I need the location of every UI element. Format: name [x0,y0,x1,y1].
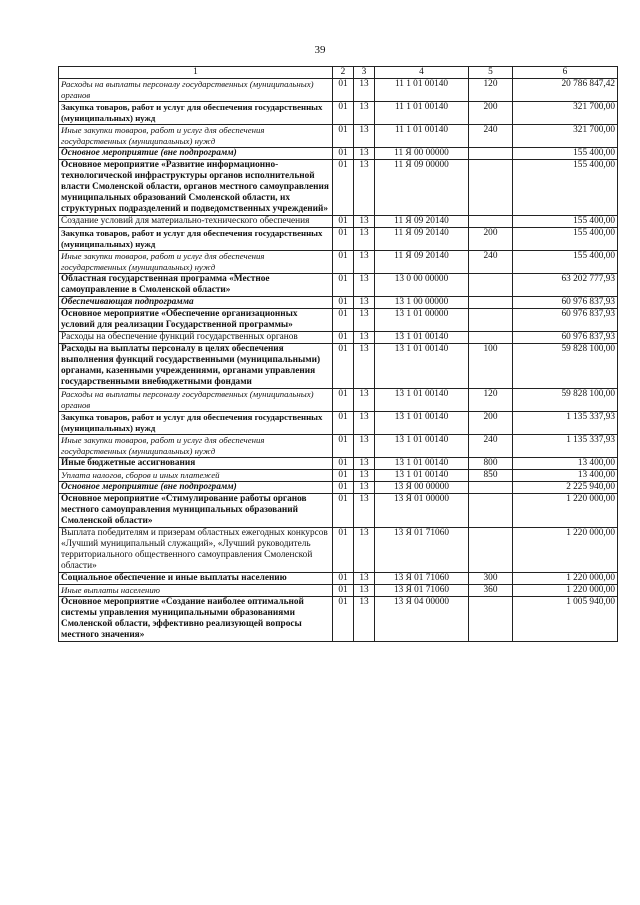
expense-type-cell [469,482,513,494]
target-article-cell: 13 1 01 00140 [375,470,469,482]
subsection-cell: 13 [354,573,375,585]
row-name-cell: Основное мероприятие (вне подпрограмм) [59,482,333,494]
target-article-cell: 11 Я 09 20140 [375,228,469,251]
target-article-cell: 13 1 01 00140 [375,332,469,344]
row-name-cell: Создание условий для материально-технического обеспечения [59,216,333,228]
row-name-cell: Расходы на выплаты персоналу в целях обеспечения выполнения функций государственными (муниципальными) органами, казенными учреждениями, органами управления государственными внебюджетными фондами [59,344,333,389]
header-col-4: 4 [375,67,469,79]
section-cell: 01 [333,297,354,309]
row-name-cell: Основное мероприятие «Стимулирование работы органов местного самоуправления муниципальных образований Смоленской области» [59,494,333,528]
table-row [59,573,618,585]
subsection-cell: 13 [354,332,375,344]
row-name-cell: Основное мероприятие «Создание наиболее оптимальной системы управления муниципальными образованиями Смоленской области, эффективно реализующей вопросы местного значения» [59,597,333,642]
section-cell: 01 [333,412,354,435]
table-row [59,228,618,251]
target-article-cell: 11 Я 00 00000 [375,148,469,160]
expense-type-cell: 300 [469,573,513,585]
header-row [59,67,618,79]
target-article-cell: 11 Я 09 00000 [375,160,469,216]
table-row [59,528,618,573]
subsection-cell: 13 [354,528,375,573]
row-name-cell: Иные выплаты населению [59,585,333,597]
amount-cell: 59 828 100,00 [513,389,618,412]
expense-type-cell [469,597,513,642]
row-name-cell: Расходы на выплаты персоналу государственных (муниципальных) органов [59,389,333,412]
header-col-5: 5 [469,67,513,79]
amount-cell: 60 976 837,93 [513,309,618,332]
row-name-cell: Обеспечивающая подпрограмма [59,297,333,309]
subsection-cell: 13 [354,297,375,309]
amount-cell: 13 400,00 [513,458,618,470]
target-article-cell: 13 Я 01 71060 [375,528,469,573]
row-name-cell: Закупка товаров, работ и услуг для обеспечения государственных (муниципальных) нужд [59,412,333,435]
row-name-cell: Иные закупки товаров, работ и услуг для обеспечения государственных (муниципальных) нужд [59,125,333,148]
amount-cell: 155 400,00 [513,251,618,274]
section-cell: 01 [333,125,354,148]
amount-cell: 321 700,00 [513,125,618,148]
section-cell: 01 [333,470,354,482]
expense-type-cell: 240 [469,251,513,274]
subsection-cell: 13 [354,412,375,435]
section-cell: 01 [333,79,354,102]
amount-cell: 13 400,00 [513,470,618,482]
expense-type-cell [469,160,513,216]
amount-cell: 155 400,00 [513,216,618,228]
subsection-cell: 13 [354,458,375,470]
target-article-cell: 13 1 00 00000 [375,297,469,309]
expense-type-cell: 800 [469,458,513,470]
section-cell: 01 [333,344,354,389]
target-article-cell: 11 1 01 00140 [375,79,469,102]
expense-type-cell [469,309,513,332]
subsection-cell: 13 [354,309,375,332]
target-article-cell: 13 1 01 00140 [375,344,469,389]
row-name-cell: Уплата налогов, сборов и иных платежей [59,470,333,482]
table-row [59,344,618,389]
table-row [59,125,618,148]
amount-cell: 1 135 337,93 [513,412,618,435]
table-row [59,332,618,344]
subsection-cell: 13 [354,79,375,102]
subsection-cell: 13 [354,251,375,274]
row-name-cell: Основное мероприятие (вне подпрограмм) [59,148,333,160]
expense-type-cell [469,216,513,228]
amount-cell: 155 400,00 [513,228,618,251]
expense-type-cell: 200 [469,102,513,125]
page-number: 39 [314,44,326,56]
row-name-cell: Иные закупки товаров, работ и услуг для обеспечения государственных (муниципальных) нужд [59,251,333,274]
subsection-cell: 13 [354,435,375,458]
expense-type-cell [469,494,513,528]
row-name-cell: Расходы на обеспечение функций государственных органов [59,332,333,344]
header-col-1: 1 [59,67,333,79]
expense-type-cell [469,528,513,573]
table-row [59,102,618,125]
subsection-cell: 13 [354,148,375,160]
expense-type-cell [469,148,513,160]
target-article-cell: 13 Я 00 00000 [375,482,469,494]
target-article-cell: 13 Я 01 00000 [375,494,469,528]
budget-table [58,66,618,642]
expense-type-cell: 360 [469,585,513,597]
target-article-cell: 13 1 01 00140 [375,458,469,470]
subsection-cell: 13 [354,470,375,482]
subsection-cell: 13 [354,228,375,251]
expense-type-cell: 120 [469,79,513,102]
table-row [59,458,618,470]
amount-cell: 155 400,00 [513,160,618,216]
subsection-cell: 13 [354,125,375,148]
table-row [59,309,618,332]
amount-cell: 1 220 000,00 [513,585,618,597]
table-row [59,597,618,642]
expense-type-cell [469,332,513,344]
table-row [59,79,618,102]
subsection-cell: 13 [354,216,375,228]
row-name-cell: Областная государственная программа «Местное самоуправление в Смоленской области» [59,274,333,297]
target-article-cell: 11 Я 09 20140 [375,216,469,228]
expense-type-cell: 120 [469,389,513,412]
section-cell: 01 [333,102,354,125]
section-cell: 01 [333,494,354,528]
amount-cell: 60 976 837,93 [513,297,618,309]
subsection-cell: 13 [354,597,375,642]
amount-cell: 155 400,00 [513,148,618,160]
target-article-cell: 11 1 01 00140 [375,125,469,148]
section-cell: 01 [333,573,354,585]
expense-type-cell [469,297,513,309]
subsection-cell: 13 [354,482,375,494]
section-cell: 01 [333,389,354,412]
table-row [59,412,618,435]
header-col-2: 2 [333,67,354,79]
table-row [59,482,618,494]
section-cell: 01 [333,274,354,297]
subsection-cell: 13 [354,344,375,389]
section-cell: 01 [333,216,354,228]
amount-cell: 1 135 337,93 [513,435,618,458]
row-name-cell: Социальное обеспечение и иные выплаты населению [59,573,333,585]
section-cell: 01 [333,482,354,494]
target-article-cell: 13 1 01 00140 [375,412,469,435]
amount-cell: 2 225 940,00 [513,482,618,494]
expense-type-cell: 200 [469,412,513,435]
expense-type-cell [469,274,513,297]
amount-cell: 63 202 777,93 [513,274,618,297]
header-col-6: 6 [513,67,618,79]
header-col-3: 3 [354,67,375,79]
subsection-cell: 13 [354,274,375,297]
table-row [59,470,618,482]
target-article-cell: 13 1 01 00140 [375,435,469,458]
row-name-cell: Основное мероприятие «Обеспечение организационных условий для реализации Государственной программы» [59,309,333,332]
table-row [59,251,618,274]
target-article-cell: 11 Я 09 20140 [375,251,469,274]
target-article-cell: 13 Я 04 00000 [375,597,469,642]
section-cell: 01 [333,458,354,470]
expense-type-cell: 100 [469,344,513,389]
section-cell: 01 [333,251,354,274]
amount-cell: 1 220 000,00 [513,494,618,528]
target-article-cell: 13 0 00 00000 [375,274,469,297]
row-name-cell: Иные бюджетные ассигнования [59,458,333,470]
table-row [59,585,618,597]
table-row [59,274,618,297]
table-row [59,216,618,228]
amount-cell: 321 700,00 [513,102,618,125]
section-cell: 01 [333,228,354,251]
subsection-cell: 13 [354,389,375,412]
amount-cell: 60 976 837,93 [513,332,618,344]
section-cell: 01 [333,309,354,332]
expense-type-cell: 850 [469,470,513,482]
target-article-cell: 13 1 01 00000 [375,309,469,332]
subsection-cell: 13 [354,585,375,597]
target-article-cell: 13 Я 01 71060 [375,585,469,597]
table-row [59,148,618,160]
section-cell: 01 [333,160,354,216]
section-cell: 01 [333,435,354,458]
expense-type-cell: 240 [469,125,513,148]
subsection-cell: 13 [354,102,375,125]
section-cell: 01 [333,528,354,573]
target-article-cell: 11 1 01 00140 [375,102,469,125]
amount-cell: 59 828 100,00 [513,344,618,389]
row-name-cell: Закупка товаров, работ и услуг для обеспечения государственных (муниципальных) нужд [59,102,333,125]
amount-cell: 1 005 940,00 [513,597,618,642]
row-name-cell: Закупка товаров, работ и услуг для обеспечения государственных (муниципальных) нужд [59,228,333,251]
row-name-cell: Расходы на выплаты персоналу государственных (муниципальных) органов [59,79,333,102]
subsection-cell: 13 [354,160,375,216]
section-cell: 01 [333,585,354,597]
row-name-cell: Выплата победителям и призерам областных ежегодных конкурсов «Лучший муниципальный служащий», «Лучший руководитель территориального общественного самоуправления Смоленской области» [59,528,333,573]
expense-type-cell: 200 [469,228,513,251]
section-cell: 01 [333,332,354,344]
table-row [59,297,618,309]
amount-cell: 1 220 000,00 [513,573,618,585]
amount-cell: 1 220 000,00 [513,528,618,573]
amount-cell: 20 786 847,42 [513,79,618,102]
table-row [59,435,618,458]
subsection-cell: 13 [354,494,375,528]
table-row [59,389,618,412]
row-name-cell: Основное мероприятие «Развитие информационно-технологической инфраструктуры органов исполнительной власти Смоленской области, органов местного самоуправления муниципальных образований Смоленской области, их структурных подразделений и подведомственных учреждений» [59,160,333,216]
table-row [59,494,618,528]
target-article-cell: 13 1 01 00140 [375,389,469,412]
row-name-cell: Иные закупки товаров, работ и услуг для обеспечения государственных (муниципальных) нужд [59,435,333,458]
table-row [59,160,618,216]
section-cell: 01 [333,148,354,160]
target-article-cell: 13 Я 01 71060 [375,573,469,585]
section-cell: 01 [333,597,354,642]
expense-type-cell: 240 [469,435,513,458]
